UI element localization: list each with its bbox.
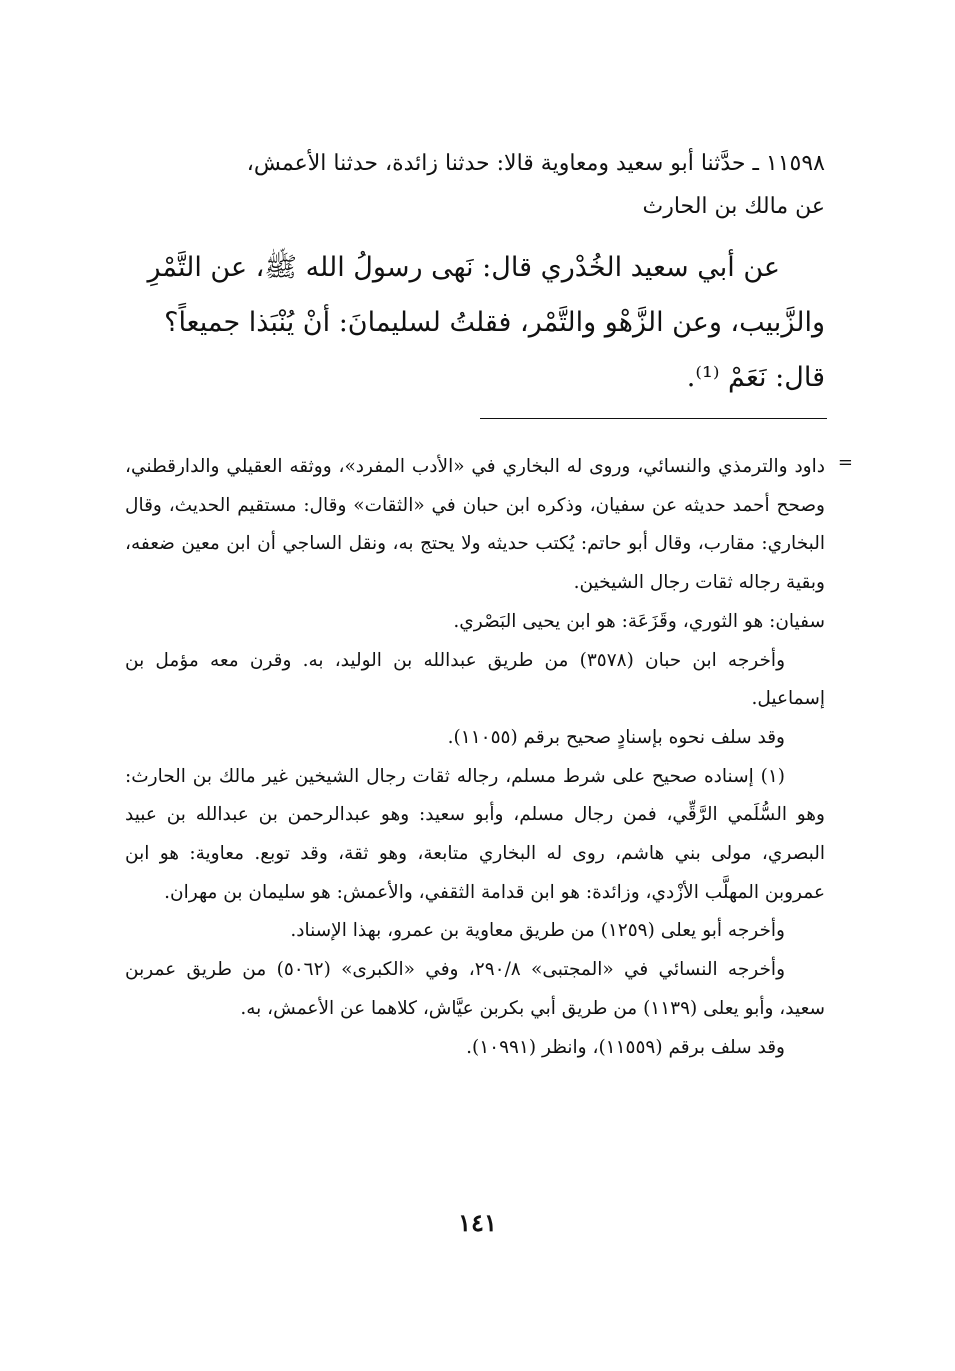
matn-line: عن أبي سعيد الخُدْري قال: نَهى رسولُ الله ﷺ، عن التَّمْرِ <box>147 252 780 283</box>
footnote-1: (١) إسناده صحيح على شرط مسلم، رجاله ثقات رجال الشيخين غير مالك بن الحارث: وهو السُّلَمي الرَّقِّي، فمن رجال مسلم، وأبو سعيد: وهو عبدالرحمن بن عبدالله بن عبيد البصري، مولى بني هاشم، روى له البخاري متابعة، وهو ثقة، وقد توبع. معاوية: هو ابن عمروبن المهلَّب الأزْدي، وزائدة: هو ابن قدامة الثقفي، والأعمش: هو سليمان بن مهران. <box>125 765 825 903</box>
isnad-line: ١١٥٩٨ ـ حدَّثنا أبو سعيد ومعاوية قالا: حدثنا زائدة، حدثنا الأعمش، <box>246 151 825 176</box>
matn-line: قال: نَعَمْ ⁽¹⁾. <box>686 362 825 393</box>
footnote-paragraph: وأخرجه أبو يعلى (١٢٥٩) من طريق معاوية بن عمرو، بهذا الإسناد. <box>290 920 785 942</box>
footnote-separator <box>480 418 827 419</box>
footnote-paragraph: وأخرجه ابن حبان (٣٥٧٨) من طريق عبدالله بن الوليد، به. وقرن معه مؤمل بن إسماعيل. <box>125 649 825 710</box>
footnote-continuation-mark: = <box>837 452 853 473</box>
footnote-paragraph: داود والترمذي والنسائي، وروى له البخاري في «الأدب المفرد»، ووثقه العقيلي والدارقطني، وصحح أحمد حديثه عن سفيان، وذكره ابن حبان في «الثقات» وقال: مستقيم الحديث، وقال البخاري: مقارب، وقال أبو حاتم: يُكتب حديثه ولا يحتج به، ونقل الساجي أن ابن معين ضعفه، وبقية رجاله ثقات رجال الشيخين. <box>125 456 825 594</box>
footnotes <box>125 448 825 1067</box>
footnote-paragraph: وأخرجه النسائي في «المجتبى» ٢٩٠/٨، وفي «الكبرى» (٥٠٦٢) من طريق عمربن سعيد، وأبو يعلى (١١٣٩) من طريق أبي بكربن عيَّاش، كلاهما عن الأعمش، به. <box>125 959 825 1019</box>
footnote-paragraph: وقد سلف نحوه بإسنادٍ صحيح برقم (١١٠٥٥). <box>447 726 785 748</box>
footnote-paragraph: سفيان: هو الثوري، وقَزَعَة: هو ابن يحيى البَصْري. <box>453 610 825 632</box>
hadith-isnad <box>125 142 825 228</box>
page-number: ١٤١ <box>458 1208 497 1237</box>
footnote-paragraph: وقد سلف برقم (١١٥٥٩)، وانظر (١٠٩٩١). <box>466 1036 785 1058</box>
hadith-matn <box>125 240 825 405</box>
matn-line: والزَّبيب، وعن الزَّهْو والتَّمْر، فقلتُ لسليمانَ: أنْ يُنْبَذا جميعاً؟ <box>164 307 825 338</box>
isnad-line: عن مالك بن الحارث <box>642 194 825 219</box>
